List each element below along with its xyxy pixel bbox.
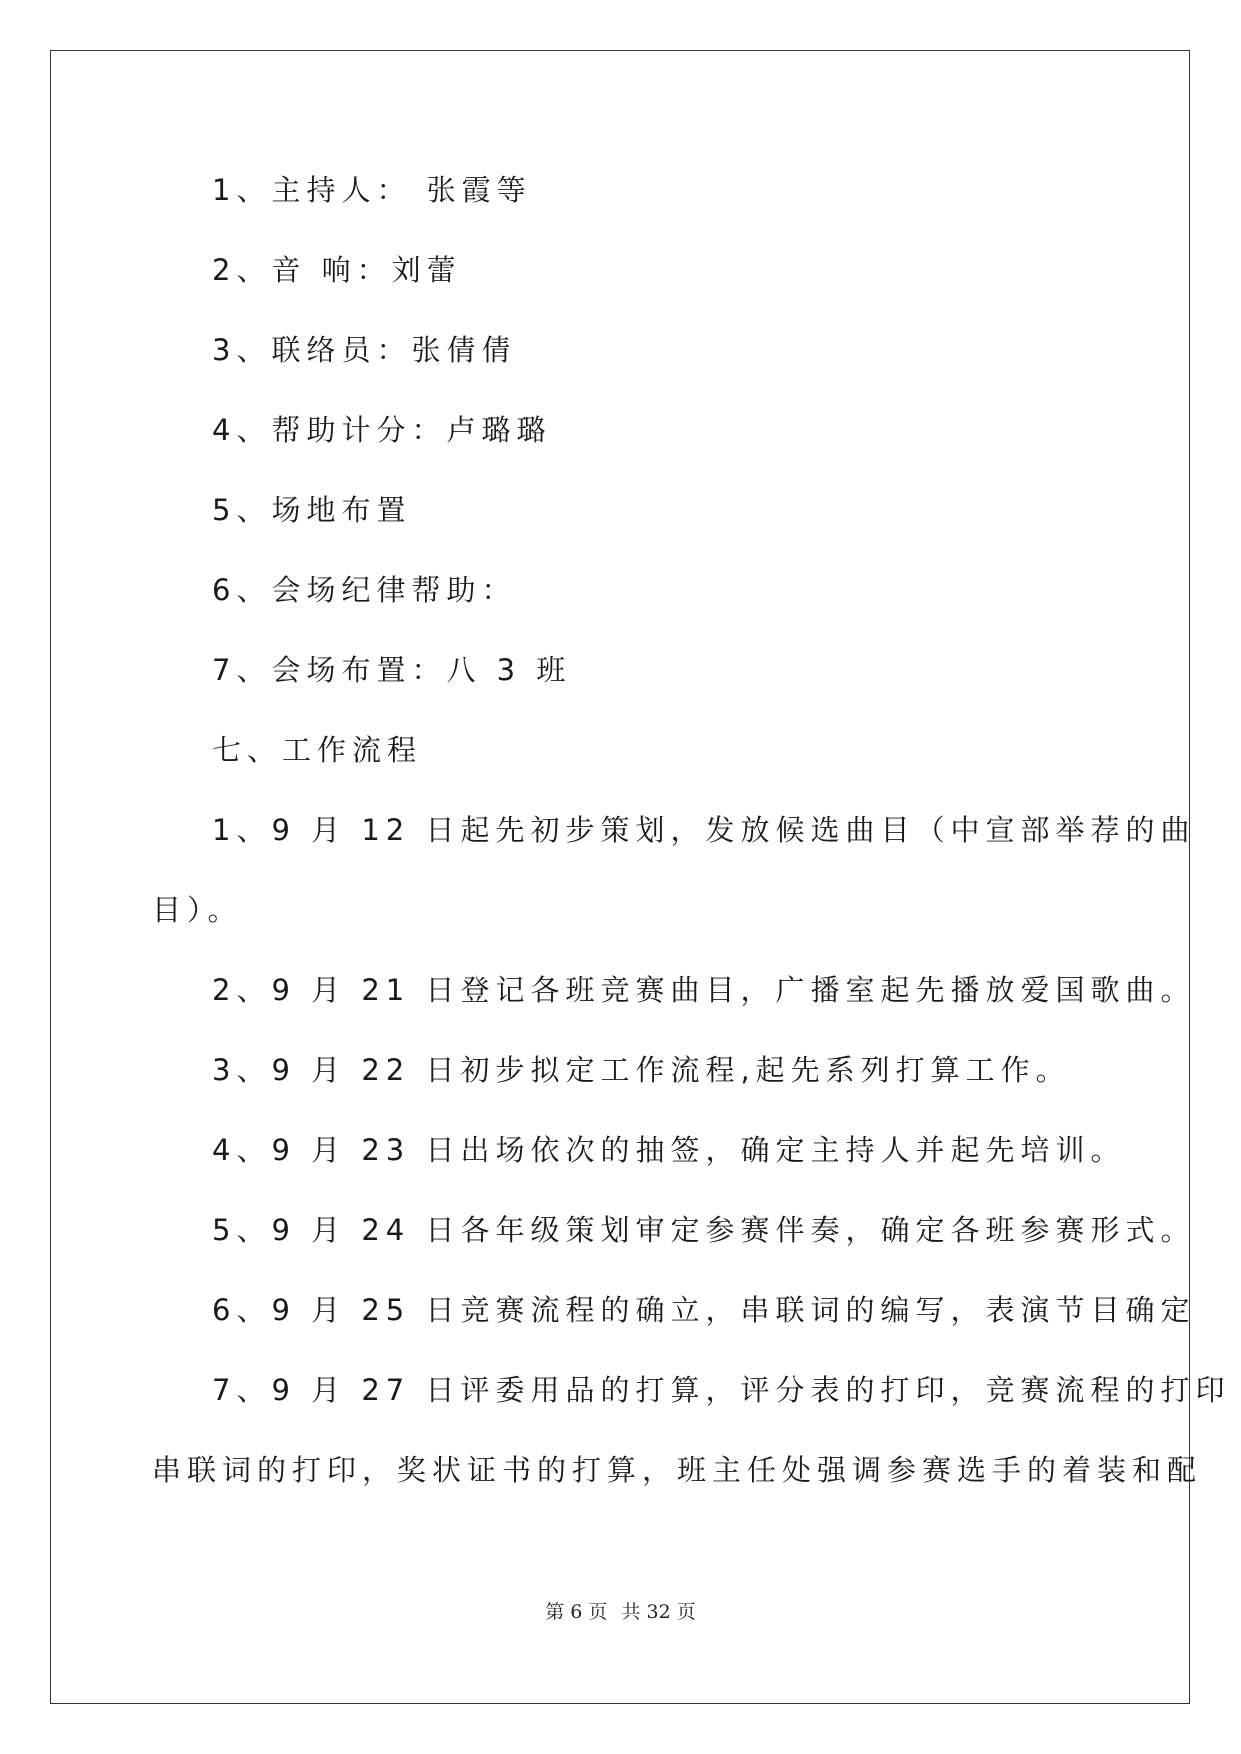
staff-host-line: 1、主持人： 张霞等 xyxy=(212,173,532,207)
workflow-step-6: 6、9 月 25 日竞赛流程的确立，串联词的编写，表演节目确定 xyxy=(212,1293,1196,1327)
workflow-step-1: 1、9 月 12 日起先初步策划，发放候选曲目（中宣部举荐的曲 xyxy=(212,813,1196,847)
page-total: 共 32 页 xyxy=(621,1601,696,1623)
staff-scoring-line: 4、帮助计分：卢璐璐 xyxy=(212,413,552,447)
staff-liaison-line: 3、联络员：张倩倩 xyxy=(212,333,517,367)
workflow-step-1-continued: 目）。 xyxy=(152,893,243,927)
workflow-step-7: 7、9 月 27 日评委用品的打算，评分表的打印，竞赛流程的打印 xyxy=(212,1373,1231,1407)
section-heading: 七、工作流程 xyxy=(212,733,423,767)
staff-discipline-line: 6、会场纪律帮助： xyxy=(212,573,517,607)
workflow-step-2: 2、9 月 21 日登记各班竞赛曲目，广播室起先播放爱国歌曲。 xyxy=(212,973,1196,1007)
workflow-step-7-continued: 串联词的打印，奖状证书的打算，班主任处强调参赛选手的着装和配 xyxy=(152,1453,1203,1487)
page-number: 第 6 页 xyxy=(545,1601,608,1623)
workflow-step-3: 3、9 月 22 日初步拟定工作流程,起先系列打算工作。 xyxy=(212,1053,1071,1087)
staff-sound-line: 2、音 响：刘蕾 xyxy=(212,253,462,287)
page-footer xyxy=(0,1597,1241,1624)
staff-venue-line: 5、场地布置 xyxy=(212,493,412,527)
workflow-step-4: 4、9 月 23 日出场依次的抽签，确定主持人并起先培训。 xyxy=(212,1133,1126,1167)
workflow-step-5: 5、9 月 24 日各年级策划审定参赛伴奏，确定各班参赛形式。 xyxy=(212,1213,1196,1247)
staff-setup-line: 7、会场布置：八 3 班 xyxy=(212,653,572,687)
